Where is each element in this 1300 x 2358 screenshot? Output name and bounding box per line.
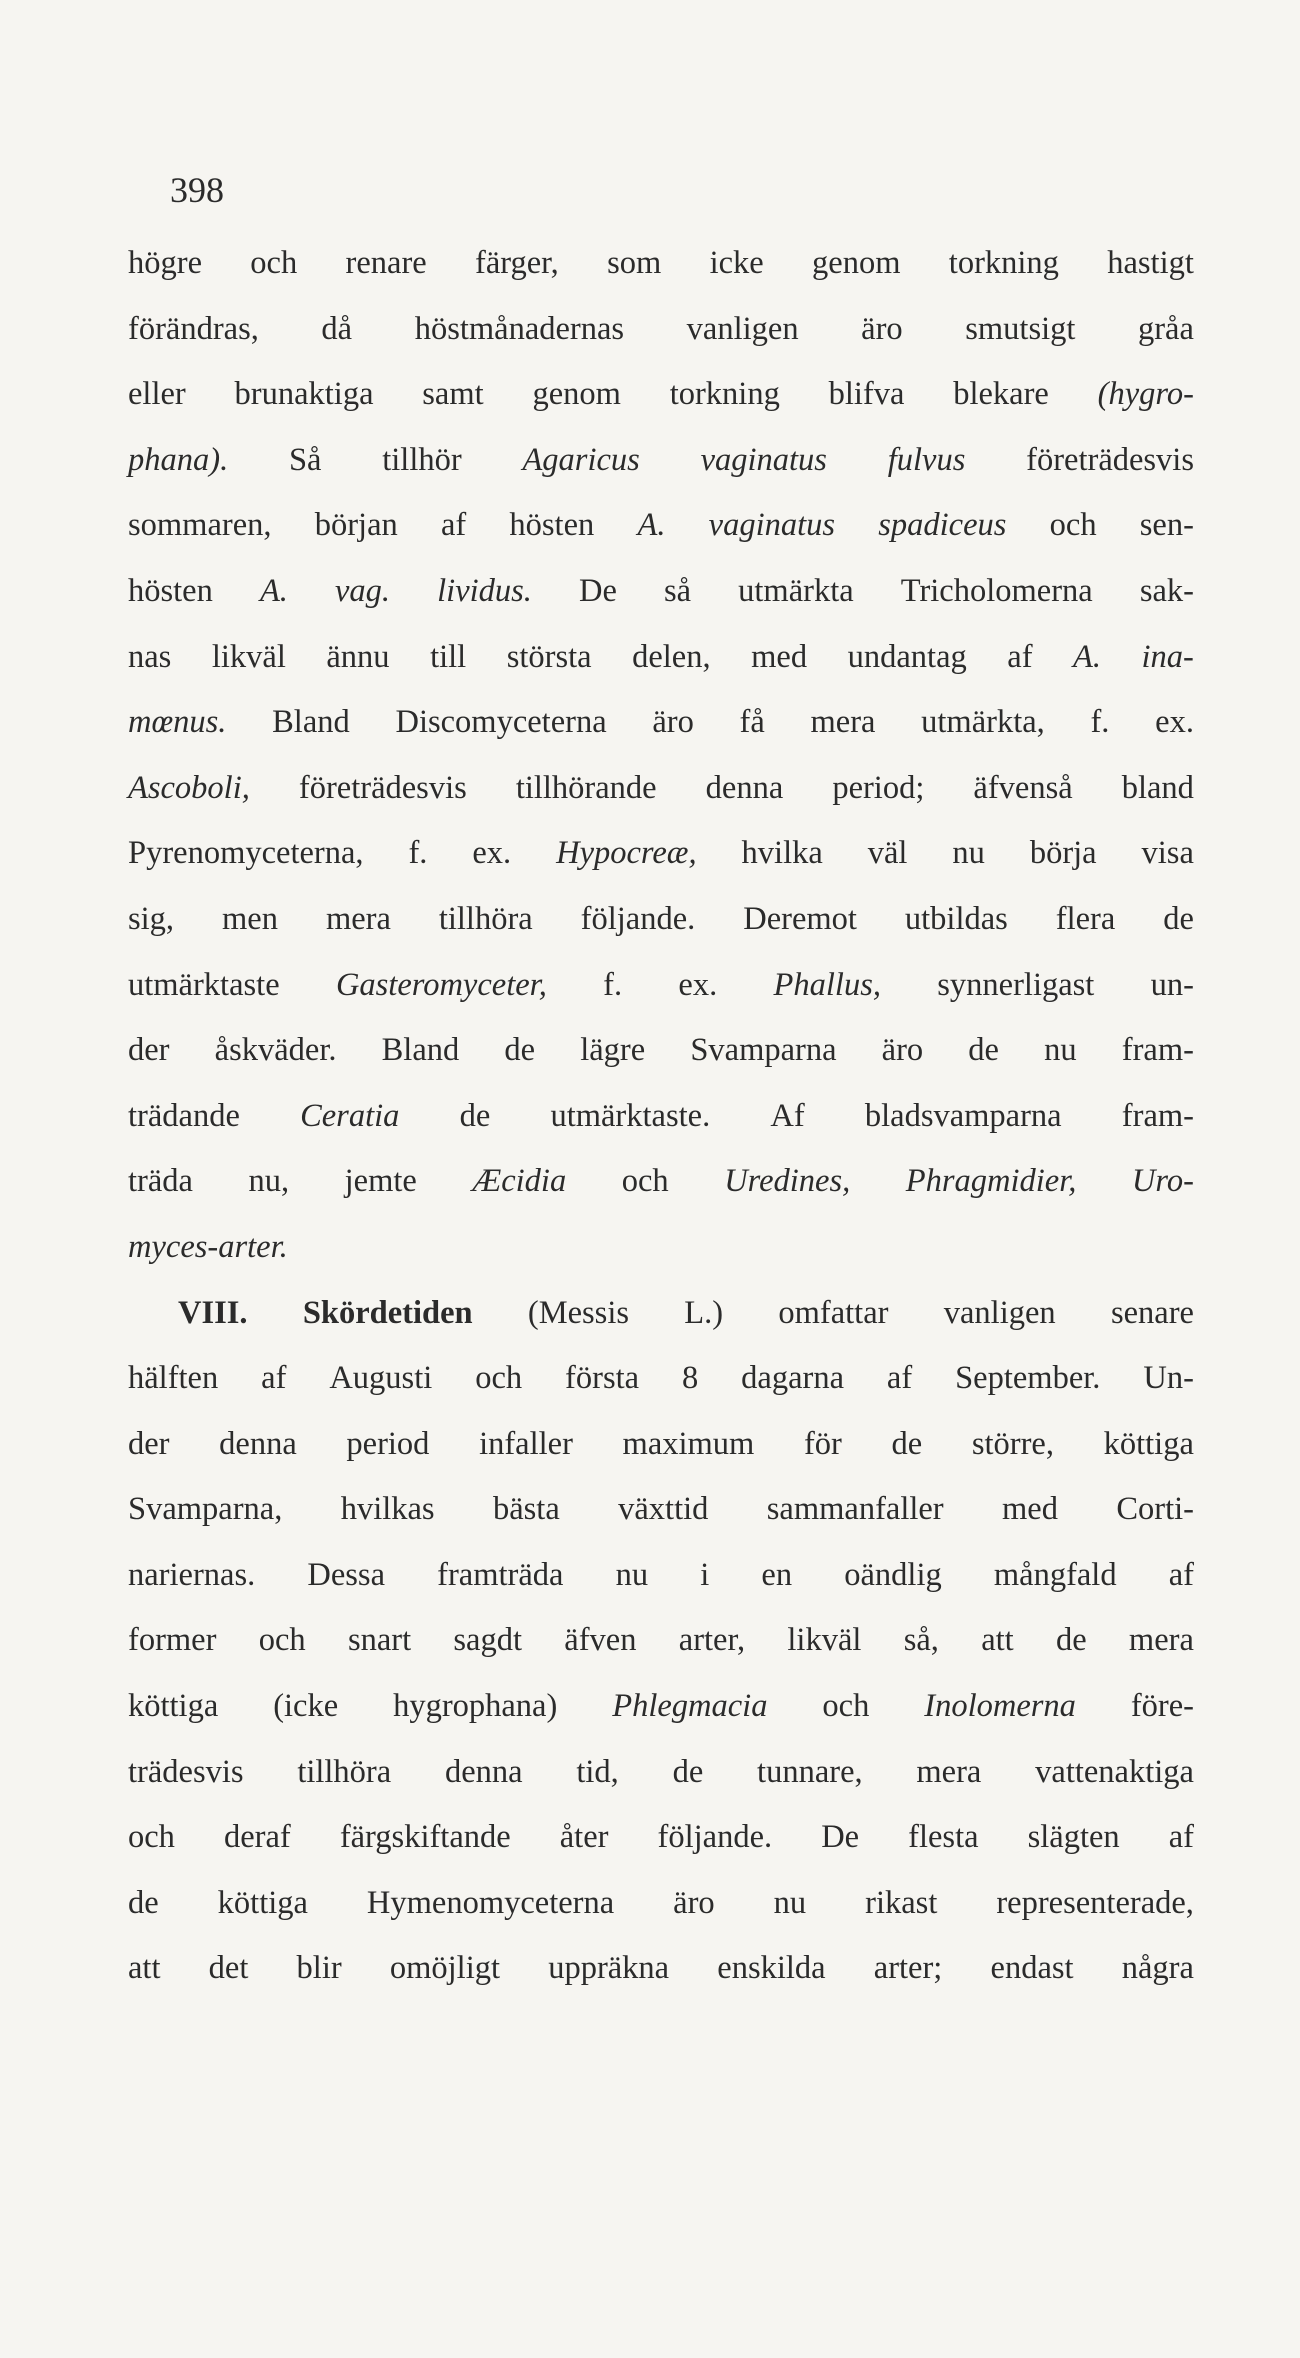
word: Corti-	[1116, 1491, 1194, 1528]
text-line	[128, 1423, 1194, 1489]
word: börja	[1029, 835, 1097, 872]
word: hygrophana)	[393, 1688, 558, 1725]
word: äro	[861, 310, 903, 347]
word: Uro-	[1131, 1163, 1194, 1200]
word: få	[739, 704, 765, 741]
word: oändlig	[844, 1556, 942, 1593]
word: köttiga	[217, 1884, 308, 1921]
word: De	[821, 1819, 860, 1856]
word: denna	[219, 1425, 297, 1462]
page-number: 398	[170, 170, 224, 210]
word: maximum	[622, 1425, 755, 1462]
word: VIII.	[178, 1294, 248, 1331]
word: mångfald	[993, 1556, 1117, 1593]
word: Bland	[272, 704, 350, 741]
word: der	[128, 1425, 170, 1462]
word: (hygro-	[1097, 376, 1194, 413]
word: A.	[637, 507, 666, 544]
word: äro	[652, 704, 694, 741]
text-line	[128, 1292, 1194, 1358]
word: mera	[916, 1753, 982, 1790]
word: phana).	[128, 441, 229, 478]
word: De	[579, 572, 617, 609]
word: af	[261, 1360, 287, 1397]
word: bladsvamparna	[864, 1097, 1062, 1134]
word: utmärktaste.	[550, 1097, 711, 1134]
word: äfven	[564, 1622, 637, 1659]
word: sammanfaller	[766, 1491, 944, 1528]
word: sen-	[1139, 507, 1194, 544]
word: senare	[1110, 1294, 1194, 1331]
word: fram-	[1121, 1097, 1194, 1134]
word: till	[430, 638, 467, 675]
word: fulvus	[887, 441, 966, 478]
word: sig,	[128, 900, 175, 937]
word: delen,	[632, 638, 711, 675]
word: period;	[832, 769, 925, 806]
word: åter	[559, 1819, 609, 1856]
word: spadiceus	[878, 507, 1007, 544]
word: Så	[288, 441, 322, 478]
word: de	[459, 1097, 491, 1134]
word: hösten	[128, 572, 213, 609]
text-line	[128, 373, 1194, 439]
word: Phallus,	[773, 966, 881, 1003]
word: deraf	[224, 1819, 291, 1856]
word: några	[1121, 1950, 1194, 1987]
word: åskväder.	[214, 1032, 337, 1069]
word: ex.	[1155, 704, 1194, 741]
word: Hymenomyceterna	[366, 1884, 615, 1921]
word: framträda	[437, 1556, 564, 1593]
word: och	[128, 1819, 175, 1856]
word: Svamparna,	[128, 1491, 283, 1528]
word: och	[258, 1622, 306, 1659]
word: före-	[1130, 1688, 1194, 1725]
word: denna	[444, 1753, 523, 1790]
word: och	[250, 245, 298, 281]
word: omfattar	[778, 1294, 889, 1331]
word: Ascoboli,	[128, 769, 250, 806]
word: representerade,	[996, 1884, 1194, 1921]
word: vattenaktiga	[1035, 1753, 1194, 1790]
word: genom	[532, 376, 621, 413]
word: f.	[408, 835, 428, 872]
word: arter;	[873, 1950, 943, 1987]
text-line	[128, 1751, 1194, 1817]
word: endast	[990, 1950, 1074, 1987]
word: utmärkta,	[921, 704, 1045, 741]
word: tillhör	[382, 441, 462, 478]
word: likväl	[211, 638, 286, 675]
word: vanligen	[686, 310, 799, 347]
word: lividus.	[437, 572, 532, 609]
word: färger,	[475, 245, 559, 281]
word: början	[314, 507, 398, 544]
word: snart	[347, 1622, 412, 1659]
word: tillhöra	[297, 1753, 392, 1790]
word: blir	[296, 1950, 342, 1987]
word: (icke	[273, 1688, 339, 1725]
word: sagdt	[453, 1622, 523, 1659]
word: (Messis	[527, 1294, 629, 1331]
word: hastigt	[1107, 245, 1194, 281]
word: fram-	[1121, 1032, 1194, 1069]
word: men	[222, 900, 278, 937]
word: torkning	[669, 376, 780, 413]
word: växttid	[618, 1491, 709, 1528]
word: som	[607, 245, 662, 281]
word: af	[1007, 638, 1033, 675]
word: vaginatus	[700, 441, 827, 478]
text-line	[128, 570, 1194, 636]
word: rikast	[865, 1884, 938, 1921]
word: de	[128, 1884, 159, 1921]
word: större,	[971, 1425, 1054, 1462]
word: mera	[325, 900, 391, 937]
word: första	[565, 1360, 640, 1397]
word: tunnare,	[757, 1753, 863, 1790]
word: f.	[1090, 704, 1110, 741]
word: jemte	[344, 1163, 417, 1200]
word: trädesvis	[128, 1753, 244, 1790]
word: f.	[603, 966, 623, 1003]
word: Un-	[1143, 1360, 1194, 1397]
word: L.)	[684, 1294, 724, 1331]
word: Gasteromyceter,	[335, 966, 547, 1003]
word: i	[700, 1556, 710, 1593]
word: utmärktaste	[128, 966, 280, 1003]
word: Skördetiden	[302, 1294, 473, 1331]
word: eller	[128, 376, 186, 413]
word: renare	[345, 245, 427, 281]
text-line	[128, 1882, 1194, 1948]
word: omöjligt	[389, 1950, 501, 1987]
word: ex.	[472, 835, 512, 872]
word: former	[128, 1622, 217, 1659]
word: synnerligast	[937, 966, 1095, 1003]
word: det	[208, 1950, 249, 1987]
word: A.	[1073, 638, 1102, 675]
word: Augusti	[329, 1360, 433, 1397]
word: denna	[705, 769, 784, 806]
word: företrädesvis	[1026, 441, 1194, 478]
word: arter,	[678, 1622, 746, 1659]
word: färgskiftande	[339, 1819, 511, 1856]
text-line	[128, 1357, 1194, 1423]
word: ännu	[326, 638, 390, 675]
word: mera	[1128, 1622, 1194, 1659]
word: så	[664, 572, 692, 609]
word: med	[751, 638, 808, 675]
word: en	[761, 1556, 793, 1593]
word: Tricholomerna	[900, 572, 1093, 609]
word: höstmånadernas	[414, 310, 625, 347]
word: ex.	[678, 966, 718, 1003]
word: och	[475, 1360, 523, 1397]
word: mœnus.	[128, 704, 227, 741]
word: gråa	[1137, 310, 1194, 347]
word: hösten	[509, 507, 595, 544]
word: bland	[1121, 769, 1194, 806]
text-line	[128, 1816, 1194, 1882]
word: September.	[955, 1360, 1101, 1397]
word: företrädesvis	[298, 769, 467, 806]
word: blekare	[953, 376, 1049, 413]
word: genom	[812, 245, 901, 281]
text-line	[128, 1947, 1194, 2013]
word: utbildas	[904, 900, 1008, 937]
word: Bland	[381, 1032, 460, 1069]
word: tillhörande	[515, 769, 657, 806]
text-line	[128, 1095, 1194, 1161]
word: Inolomerna	[924, 1688, 1076, 1725]
word: Ceratia	[300, 1097, 400, 1134]
word: Phlegmacia	[612, 1688, 768, 1725]
word: och	[822, 1688, 870, 1725]
word: de	[1163, 900, 1194, 937]
word: de	[1055, 1622, 1087, 1659]
text-line	[128, 832, 1194, 898]
word: högre	[128, 245, 202, 281]
word: med	[1002, 1491, 1058, 1528]
word: vaginatus	[708, 507, 836, 544]
word: dagarna	[741, 1360, 844, 1397]
word: smutsigt	[965, 310, 1076, 347]
word: mera	[810, 704, 876, 741]
word: äfvenså	[973, 769, 1073, 806]
word: vanligen	[943, 1294, 1056, 1331]
word: likväl	[787, 1622, 862, 1659]
word: nariernas.	[128, 1556, 256, 1593]
word: undantag	[847, 638, 967, 675]
word: Uredines,	[724, 1163, 851, 1200]
text-line	[128, 1619, 1194, 1685]
word: af	[1168, 1556, 1194, 1593]
text-line	[128, 1554, 1194, 1620]
text-line	[128, 1160, 1194, 1226]
word: de	[672, 1753, 704, 1790]
word: nu,	[248, 1163, 290, 1200]
word: lägre	[580, 1032, 646, 1069]
word: nu	[615, 1556, 649, 1593]
word: myces-arter.	[128, 1226, 288, 1268]
word: Æcidia	[472, 1163, 567, 1200]
word: ina-	[1141, 638, 1194, 675]
word: förändras,	[128, 310, 259, 347]
word: Svamparna	[690, 1032, 837, 1069]
word: vag.	[335, 572, 391, 609]
word: största	[506, 638, 592, 675]
word: träda	[128, 1163, 193, 1200]
word: infaller	[479, 1425, 573, 1462]
word: Deremot	[743, 900, 857, 937]
word: tillhöra	[438, 900, 533, 937]
word: af	[1168, 1819, 1194, 1856]
word: der	[128, 1032, 170, 1069]
word: köttiga	[1103, 1425, 1194, 1462]
word: period	[346, 1425, 430, 1462]
word: Agaricus	[522, 441, 640, 478]
word: sommaren,	[128, 507, 272, 544]
word: att	[981, 1622, 1014, 1659]
word: följande.	[580, 900, 696, 937]
word: de	[891, 1425, 923, 1462]
word: af	[440, 507, 467, 544]
text-line	[128, 504, 1194, 570]
text-line	[128, 1029, 1194, 1095]
word: flera	[1055, 900, 1116, 937]
word: -arter.	[207, 1228, 288, 1265]
text-line	[128, 767, 1194, 833]
word: sak-	[1139, 572, 1194, 609]
text-line	[128, 964, 1194, 1030]
word: och	[1049, 507, 1097, 544]
word: trädande	[128, 1097, 240, 1134]
text-line	[128, 636, 1194, 702]
word: hvilka	[741, 835, 823, 872]
word: A.	[259, 572, 288, 609]
word: Pyrenomyceterna,	[128, 835, 364, 872]
word: un-	[1150, 966, 1194, 1003]
word: tid,	[576, 1753, 619, 1790]
word: flesta	[908, 1819, 979, 1856]
word: af	[886, 1360, 913, 1397]
word: Dessa	[307, 1556, 385, 1593]
word: hvilkas	[340, 1491, 435, 1528]
word: att	[128, 1950, 161, 1987]
word: de	[968, 1032, 999, 1069]
word: brunaktiga	[234, 376, 374, 413]
text-line	[128, 1685, 1194, 1751]
word: de	[504, 1032, 536, 1069]
word: Af	[770, 1097, 805, 1134]
word: bästa	[492, 1491, 560, 1528]
word: så,	[903, 1622, 939, 1659]
text-line	[128, 1488, 1194, 1554]
word: äro	[673, 1884, 715, 1921]
word: blifva	[828, 376, 905, 413]
word: slägten	[1027, 1819, 1120, 1856]
text-line	[128, 439, 1194, 505]
word: då	[321, 310, 353, 347]
word: äro	[881, 1032, 924, 1069]
text-line	[128, 308, 1194, 374]
word: väl	[867, 835, 908, 872]
word: 8	[681, 1360, 699, 1397]
word: nu	[952, 835, 985, 872]
text-line	[128, 898, 1194, 964]
word: följande.	[657, 1819, 773, 1856]
word: nu	[1044, 1032, 1077, 1069]
text-line	[128, 242, 1194, 308]
word: köttiga	[128, 1688, 219, 1725]
word: och	[621, 1163, 669, 1200]
word: Hypocreæ,	[556, 835, 697, 872]
word: samt	[422, 376, 484, 413]
word: torkning	[948, 245, 1059, 281]
word: visa	[1141, 835, 1194, 872]
word: enskilda	[717, 1950, 826, 1987]
text-line	[128, 1226, 1194, 1292]
word: nu	[773, 1884, 807, 1921]
word: utmärkta	[738, 572, 854, 609]
word: icke	[709, 245, 764, 281]
word: för	[803, 1425, 842, 1462]
body-text	[128, 242, 1194, 2013]
word: nas	[128, 638, 172, 675]
word: Phragmidier,	[905, 1163, 1077, 1200]
word: hälften	[128, 1360, 219, 1397]
word: uppräkna	[548, 1950, 670, 1987]
word: Discomyceterna	[395, 704, 607, 741]
text-line	[128, 701, 1194, 767]
